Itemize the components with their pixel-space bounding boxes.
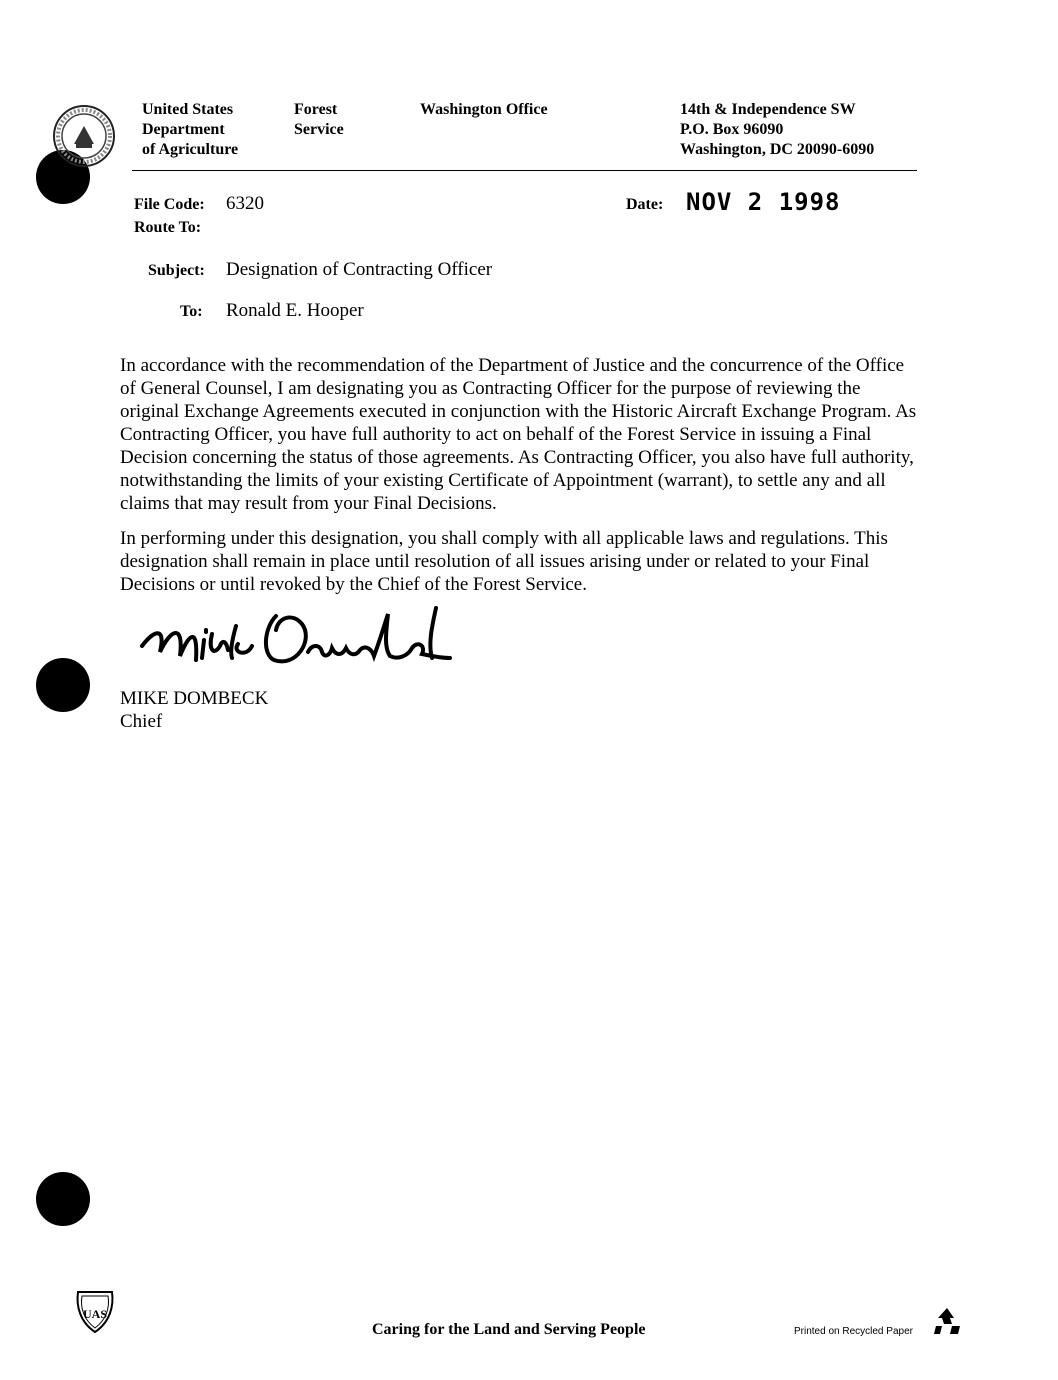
agency-name-line2: Department [142, 121, 225, 138]
header-divider [132, 170, 917, 171]
file-code-label: File Code: [134, 196, 205, 213]
punch-hole [36, 1172, 90, 1226]
address-line2: P.O. Box 96090 [680, 121, 784, 138]
subject-label: Subject: [148, 262, 205, 279]
handwritten-signature [136, 600, 466, 680]
signatory-title: Chief [120, 711, 163, 732]
svg-text:UAS: UAS [82, 1307, 108, 1321]
signatory-name: MIKE DOMBECK [120, 688, 269, 709]
address-line3: Washington, DC 20090-6090 [680, 141, 875, 158]
recycle-icon [930, 1304, 964, 1338]
agency-name-line3: of Agriculture [142, 141, 239, 158]
service-name-line2: Service [294, 121, 344, 138]
office-name: Washington Office [420, 101, 548, 118]
punch-hole [36, 658, 90, 712]
route-to-label: Route To: [134, 219, 202, 236]
subject-value: Designation of Contracting Officer [226, 259, 493, 280]
to-label: To: [180, 303, 203, 320]
body-paragraph-1: In accordance with the recommendation of the Department of Justice and the concurrence of the Office of General Counsel, I am designating you as Contracting Officer for the purpose of reviewing the original Exchange Agreements executed in conjunction with the Historic Aircraft Exchange Program. As Contracting Officer, you have full authority to act on behalf of the Forest Service in issuing a Final Decision concerning the status of those agreements. As Contracting Officer, you also have full authority, notwithstanding the limits of your existing Certificate of Appointment (warrant), to settle any and all claims that may result from your Final Decisions. [120, 355, 917, 514]
forest-service-shield-icon [70, 1286, 120, 1336]
date-stamp: NOV 2 1998 [686, 188, 841, 216]
footer-tagline: Caring for the Land and Serving People [372, 1321, 646, 1338]
file-code-value: 6320 [226, 193, 264, 214]
recycled-notice: Printed on Recycled Paper [794, 1326, 913, 1337]
agency-name-line1: United States [142, 101, 234, 118]
date-label: Date: [626, 196, 664, 213]
service-name-line1: Forest [294, 101, 338, 118]
address-line1: 14th & Independence SW [680, 101, 856, 118]
to-value: Ronald E. Hooper [226, 300, 364, 321]
letter-body [120, 354, 920, 608]
usda-seal-icon [52, 104, 116, 168]
body-paragraph-2: In performing under this designation, you shall comply with all applicable laws and regulations. This designation shall remain in place until resolution of all issues arising under or related to your Final Decisions or until revoked by the Chief of the Forest Service. [120, 528, 888, 595]
